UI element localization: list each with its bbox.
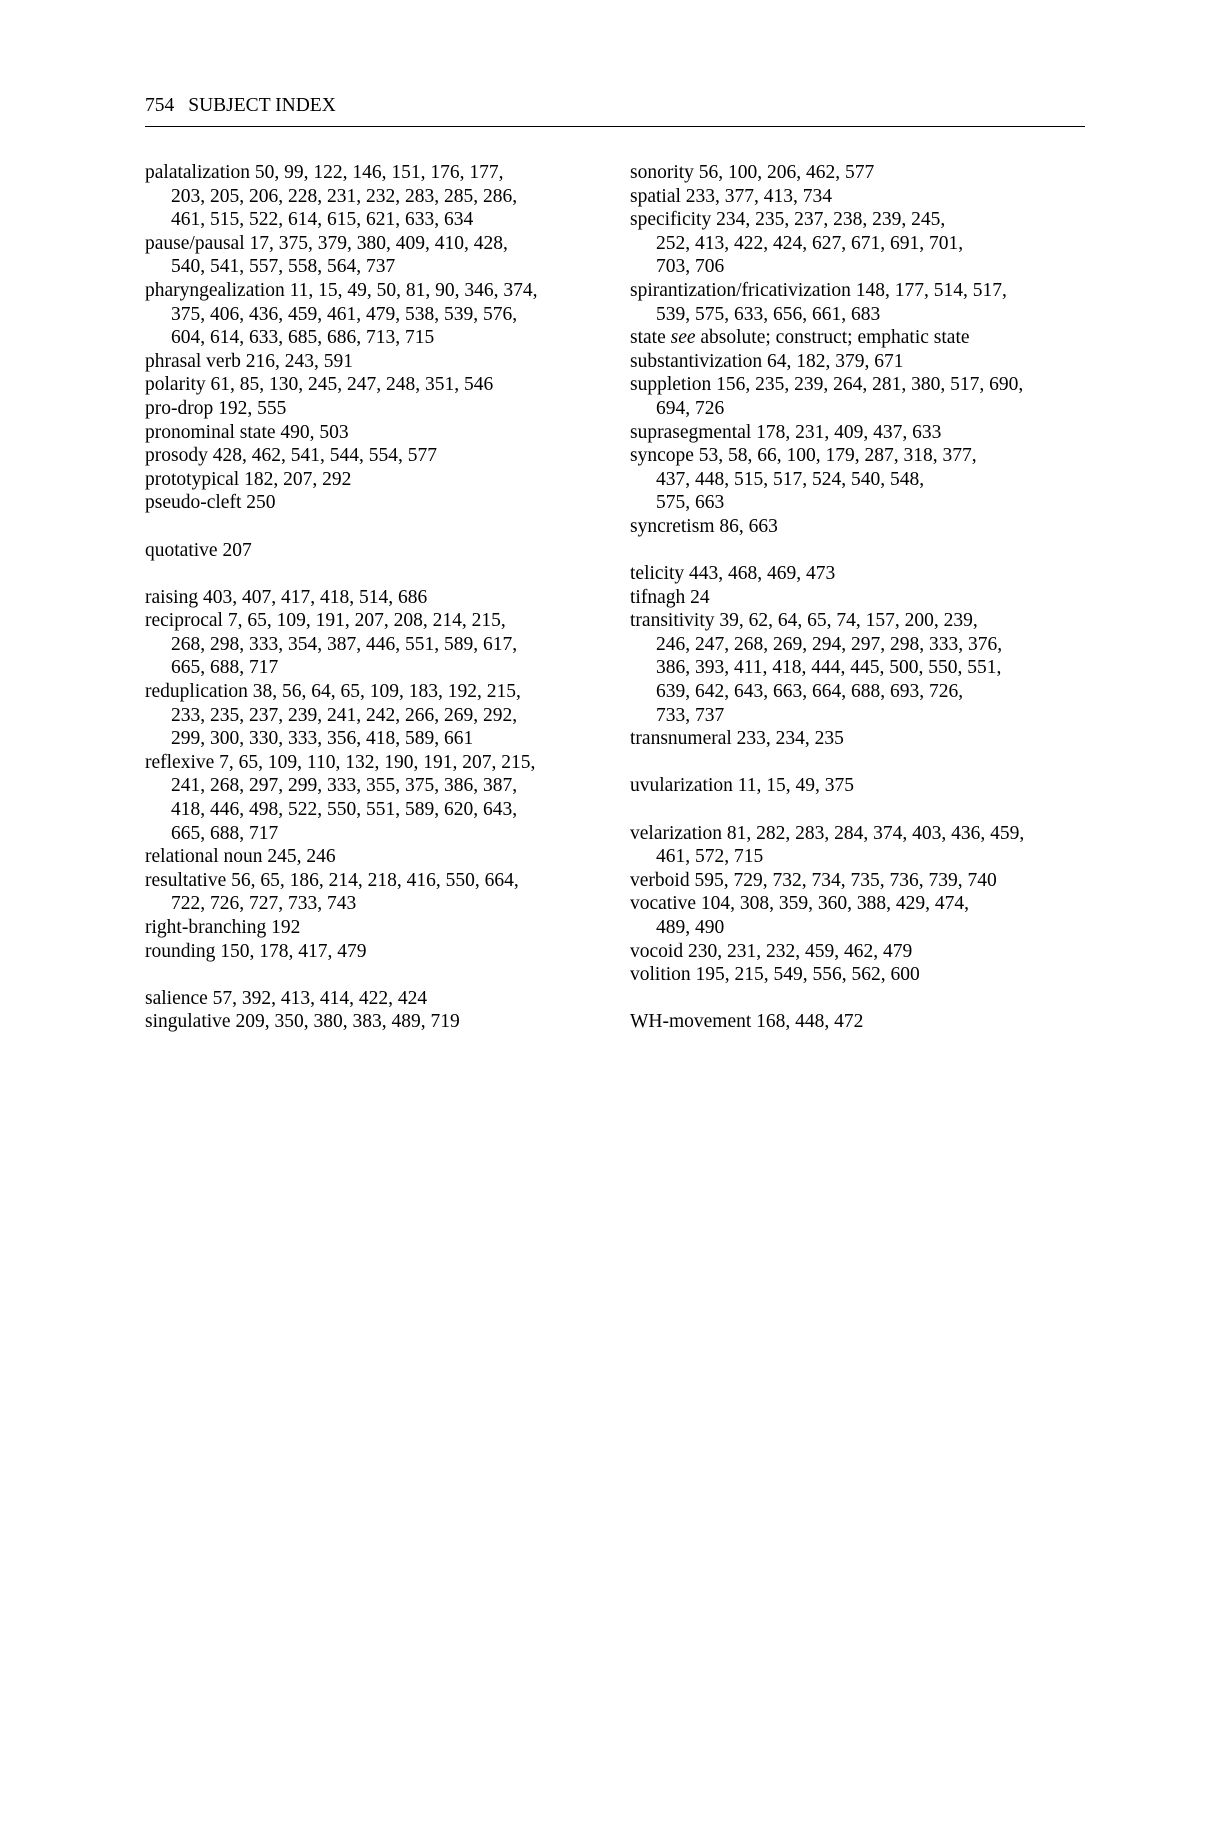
index-entry: reflexive 7, 65, 109, 110, 132, 190, 191, 207, 215, 241, 268, 297, 299, 333, 355, 375, 386, 387, 418, 446, 498, 522, 550, 551, 589, 620, 643, 665, 688, 717 <box>145 751 536 844</box>
cross-reference-see: see <box>670 327 696 349</box>
cross-reference-targets: absolute; construct; emphatic state <box>695 327 970 349</box>
index-entry: pharyngealization 11, 15, 49, 50, 81, 90, 346, 374, 375, 406, 436, 459, 461, 479, 538, 539, 576, 604, 614, 633, 685, 686, 713, 715 <box>145 279 538 349</box>
index-entry: pause/pausal 17, 375, 379, 380, 409, 410, 428, 540, 541, 557, 558, 564, 737 <box>145 232 508 278</box>
index-entry <box>630 326 1110 350</box>
index-entry: suprasegmental 178, 231, 409, 437, 633 <box>630 421 942 443</box>
letter-group-gap <box>630 751 1110 775</box>
index-entry: pseudo-cleft 250 <box>145 492 276 514</box>
index-entry-term: state <box>630 327 671 349</box>
running-head <box>145 96 1085 126</box>
index-entry: specificity 234, 235, 237, 238, 239, 245, 252, 413, 422, 424, 627, 671, 691, 701, 703, 706 <box>630 209 964 278</box>
index-entry: vocoid 230, 231, 232, 459, 462, 479 <box>630 940 913 962</box>
index-entry: verboid 595, 729, 732, 734, 735, 736, 739, 740 <box>630 869 997 891</box>
page-number: 754 <box>145 95 175 116</box>
letter-group-gap <box>630 798 1110 822</box>
index-entry: polarity 61, 85, 130, 245, 247, 248, 351, 546 <box>145 374 494 396</box>
index-entry: tifnagh 24 <box>630 586 710 608</box>
index-column-left <box>145 161 625 1034</box>
index-entry: suppletion 156, 235, 239, 264, 281, 380, 517, 690, 694, 726 <box>630 374 1024 419</box>
index-entry: syncope 53, 58, 66, 100, 179, 287, 318, 377, 437, 448, 515, 517, 524, 540, 548, 575, 663 <box>630 445 977 514</box>
index-entry: vocative 104, 308, 359, 360, 388, 429, 474, 489, 490 <box>630 893 970 938</box>
index-column-right <box>630 161 1110 1034</box>
running-head-title: SUBJECT INDEX <box>188 95 336 116</box>
index-entry: velarization 81, 282, 283, 284, 374, 403, 436, 459, 461, 572, 715 <box>630 822 1025 868</box>
index-entry: transitivity 39, 62, 64, 65, 74, 157, 200, 239, 246, 247, 268, 269, 294, 297, 298, 333, 376, 386, 393, 411, 418, 444, 445, 500, 550, 551, 639, 642, 643, 663, 664, 688, 693, 726, 733, 737 <box>630 610 1003 726</box>
index-entry: rounding 150, 178, 417, 479 <box>145 940 367 962</box>
index-entry: sonority 56, 100, 206, 462, 577 <box>630 162 875 183</box>
letter-group-gap <box>630 539 1110 563</box>
index-entry: reduplication 38, 56, 64, 65, 109, 183, 192, 215, 233, 235, 237, 239, 241, 242, 266, 269, 292, 299, 300, 330, 333, 356, 418, 589, 661 <box>145 681 521 750</box>
letter-group-gap <box>145 963 625 987</box>
index-entry: WH-movement 168, 448, 472 <box>630 1011 864 1033</box>
index-entry: prototypical 182, 207, 292 <box>145 468 352 490</box>
index-entry: spirantization/fricativization 148, 177, 514, 517, 539, 575, 633, 656, 661, 683 <box>630 279 1007 325</box>
index-entry: telicity 443, 468, 469, 473 <box>630 563 836 585</box>
index-entry: spatial 233, 377, 413, 734 <box>630 185 833 207</box>
index-entry: prosody 428, 462, 541, 544, 554, 577 <box>145 445 437 467</box>
index-entry: singulative 209, 350, 380, 383, 489, 719 <box>145 1011 460 1033</box>
index-entry: substantivization 64, 182, 379, 671 <box>630 350 904 372</box>
index-entry: relational noun 245, 246 <box>145 846 336 868</box>
index-entry: raising 403, 407, 417, 418, 514, 686 <box>145 586 428 608</box>
letter-group-gap <box>145 515 625 539</box>
index-entry: volition 195, 215, 549, 556, 562, 600 <box>630 964 920 986</box>
index-entry: uvularization 11, 15, 49, 375 <box>630 775 855 797</box>
index-entry: quotative 207 <box>145 539 252 561</box>
index-entry: pronominal state 490, 503 <box>145 421 349 443</box>
index-entry: salience 57, 392, 413, 414, 422, 424 <box>145 987 428 1009</box>
header-rule <box>145 126 1085 127</box>
letter-group-gap <box>145 562 625 586</box>
index-entry: syncretism 86, 663 <box>630 515 778 537</box>
index-entry: phrasal verb 216, 243, 591 <box>145 350 353 372</box>
letter-group-gap <box>630 987 1110 1011</box>
index-entry: reciprocal 7, 65, 109, 191, 207, 208, 214, 215, 268, 298, 333, 354, 387, 446, 551, 589, 617, 665, 688, 717 <box>145 610 518 679</box>
index-entry: pro-drop 192, 555 <box>145 397 287 419</box>
index-entry: resultative 56, 65, 186, 214, 218, 416, 550, 664, 722, 726, 727, 733, 743 <box>145 869 519 915</box>
index-entry: transnumeral 233, 234, 235 <box>630 728 844 750</box>
index-entry: right-branching 192 <box>145 917 301 938</box>
index-entry: palatalization 50, 99, 122, 146, 151, 176, 177, 203, 205, 206, 228, 231, 232, 283, 285, 286, 461, 515, 522, 614, 615, 621, 633, 634 <box>145 162 518 231</box>
